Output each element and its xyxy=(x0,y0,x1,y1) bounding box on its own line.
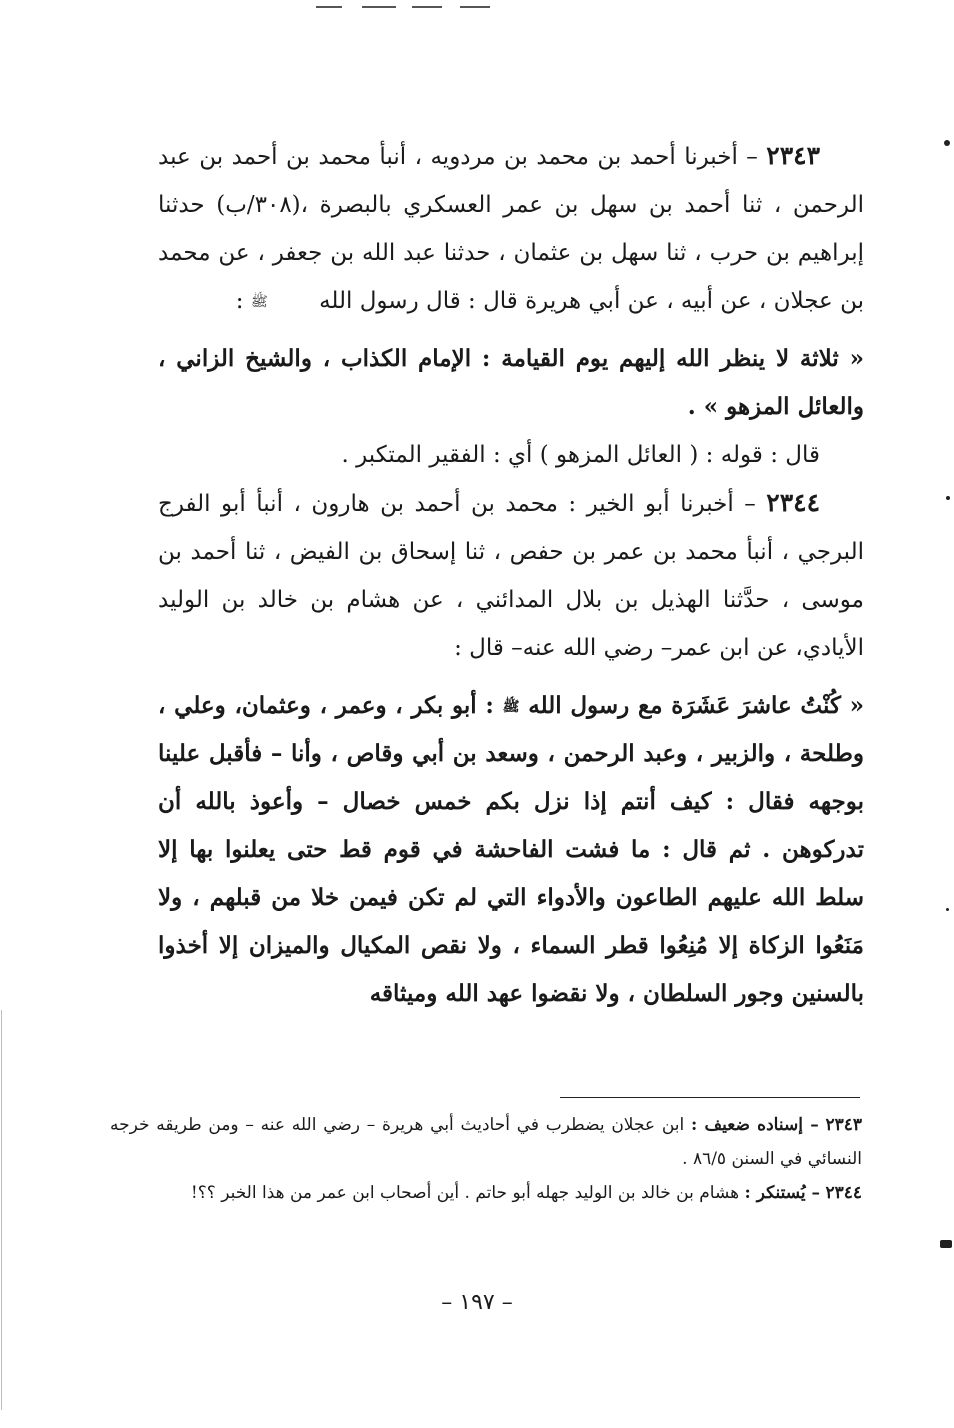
matn-part-a: « كُنْتُ عاشرَ عَشَرَة مع رسول الله xyxy=(528,692,865,719)
salawat-icon: ﷺ xyxy=(250,294,268,310)
hadith-number: ٢٣٤٣ xyxy=(766,141,820,170)
matn-part-b: : أبو بكر ، وعمر ، وعثمان، وعلي ، وطلحة ، والزبير ، وعبد الرحمن ، وسعد بن أبي وقاص ، وأنا – فأقبل علينا بوجهه فقال : كيف أنتم إذا نزل بكم خمس خصال – وأعوذ بالله أن تدركوهن . ثم قال : ما فشت الفاحشة في قوم قط حتى يعلنوا بها إلا سلط الله عليهم الطاعون والأدواء التي لم تكن فيمن خلا من قبلهم ، ولا مَنَعُوا الزكاة إلا مُنِعُوا قطر السماء ، ولا نقص المكيال والميزان إلا أخذوا بالسنين وجور السلطان ، ولا نقضوا عهد الله وميثاقه xyxy=(158,692,864,1007)
footnote-text: هشام بن خالد بن الوليد جهله أبو حاتم . أين أصحاب ابن عمر من هذا الخبر ؟؟! xyxy=(190,1183,740,1203)
footnote-number: ٢٣٤٤ xyxy=(825,1183,862,1203)
hadith-number: ٢٣٤٤ xyxy=(766,488,820,517)
footnote-separator xyxy=(560,1097,860,1098)
footnote-label: – يُستنكر : xyxy=(744,1183,821,1203)
footnote-label: – إسناده ضعيف : xyxy=(690,1115,819,1135)
top-rule-2 xyxy=(362,6,396,8)
colon: : xyxy=(235,288,251,314)
top-rule-1 xyxy=(316,6,342,8)
main-text xyxy=(158,132,864,1018)
margin-mark xyxy=(940,1240,952,1248)
hadith-2343-matn: « ثلاثة لا ينظر الله إليهم يوم القيامة : الإمام الكذاب ، والشيخ الزاني ، والعائل المزهو » . xyxy=(158,345,864,420)
page-number: – ١٩٧ – xyxy=(441,1290,513,1315)
footnotes xyxy=(110,1108,862,1210)
margin-mark xyxy=(946,908,949,911)
footnote-2344 xyxy=(110,1176,862,1210)
isnad-text: – أخبرنا أحمد بن محمد بن مردويه ، أنبأ محمد بن أحمد بن عبد الرحمن ، ثنا أحمد بن سهل بن عمر العسكري بالبصرة ،(٣٠٨/ب) حدثنا إبراهيم بن حرب ، ثنا سهل بن عثمان ، حدثنا عبد الله بن جعفر ، عن محمد بن عجلان ، عن أبيه ، عن أبي هريرة قال : قال رسول الله xyxy=(158,144,865,314)
hadith-2343-chain xyxy=(158,132,864,325)
salawat-icon: ﷺ xyxy=(502,699,520,715)
hadith-2344-matn xyxy=(158,682,864,1018)
margin-mark xyxy=(944,140,950,146)
page-edge-line xyxy=(1,1010,2,1410)
hadith-2343-note: قال : قوله : ( العائل المزهو ) أي : الفقير المتكبر . xyxy=(341,442,820,468)
footnote-number: ٢٣٤٣ xyxy=(825,1115,862,1135)
top-rule-4 xyxy=(460,6,490,8)
top-rule-3 xyxy=(412,6,442,8)
footnote-2343 xyxy=(110,1108,862,1176)
isnad-text: – أخبرنا أبو الخير : محمد بن أحمد بن هارون ، أنبأ أبو الفرج البرجي ، أنبأ محمد بن عمر بن حفص ، ثنا إسحاق بن الفيض ، ثنا أحمد بن موسى ، حدَّثنا الهذيل بن بلال المدائني ، عن هشام بن خالد بن الوليد الأيادي، عن ابن عمر– رضي الله عنه– قال : xyxy=(158,491,864,661)
margin-mark xyxy=(946,496,950,500)
footnote-text: ابن عجلان يضطرب في أحاديث أبي هريرة – رضي الله عنه – ومن طريقه خرجه النسائي في السنن ٨٦/٥ . xyxy=(110,1115,862,1169)
hadith-2344-chain xyxy=(158,479,864,672)
